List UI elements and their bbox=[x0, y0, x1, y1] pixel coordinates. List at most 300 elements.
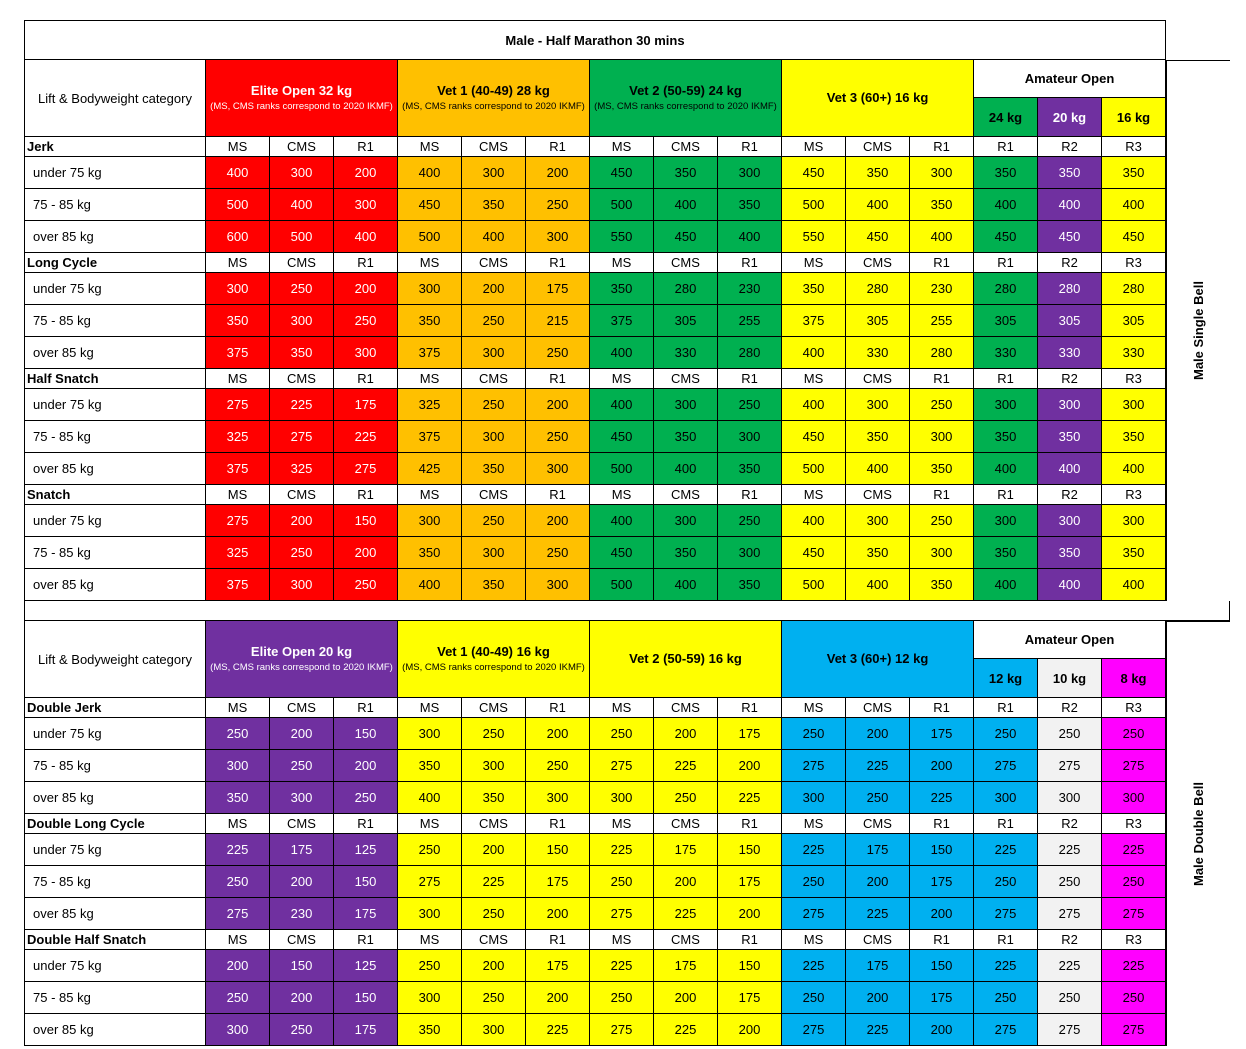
standard-value: 400 bbox=[846, 569, 910, 601]
weight-category-label: under 75 kg bbox=[24, 273, 206, 305]
standard-value: 225 bbox=[846, 1014, 910, 1046]
standard-value: 325 bbox=[398, 389, 462, 421]
group-header bbox=[590, 60, 782, 137]
standard-value: 275 bbox=[206, 505, 270, 537]
standard-value: 500 bbox=[398, 221, 462, 253]
standard-value: 550 bbox=[782, 221, 846, 253]
rank-header: R1 bbox=[974, 137, 1038, 157]
standard-value: 275 bbox=[590, 898, 654, 930]
standard-value: 280 bbox=[718, 337, 782, 369]
rank-header: MS bbox=[590, 137, 654, 157]
standard-value: 300 bbox=[462, 1014, 526, 1046]
standard-value: 230 bbox=[270, 898, 334, 930]
standard-value: 200 bbox=[846, 718, 910, 750]
rank-header: MS bbox=[782, 369, 846, 389]
standard-value: 450 bbox=[974, 221, 1038, 253]
standard-value: 350 bbox=[462, 189, 526, 221]
rank-header: CMS bbox=[270, 137, 334, 157]
rank-header: MS bbox=[590, 485, 654, 505]
standard-value: 300 bbox=[526, 569, 590, 601]
standard-value: 200 bbox=[910, 1014, 974, 1046]
weight-category-label: 75 - 85 kg bbox=[24, 982, 206, 1014]
standard-value: 305 bbox=[654, 305, 718, 337]
standard-value: 300 bbox=[398, 982, 462, 1014]
rank-header: R1 bbox=[718, 137, 782, 157]
rank-header: MS bbox=[206, 253, 270, 273]
rank-header: CMS bbox=[846, 485, 910, 505]
standard-value: 225 bbox=[654, 750, 718, 782]
standard-value: 250 bbox=[462, 898, 526, 930]
standard-value: 300 bbox=[270, 782, 334, 814]
standard-value: 300 bbox=[462, 537, 526, 569]
standard-value: 225 bbox=[718, 782, 782, 814]
standard-value: 275 bbox=[206, 898, 270, 930]
standard-value: 325 bbox=[206, 421, 270, 453]
amateur-weight: 20 kg bbox=[1038, 98, 1102, 137]
group-title: Vet 1 (40-49) 16 kg bbox=[437, 643, 550, 659]
rank-header: R2 bbox=[1038, 137, 1102, 157]
standard-value: 350 bbox=[1102, 421, 1166, 453]
rank-header: MS bbox=[206, 137, 270, 157]
standard-value: 275 bbox=[782, 750, 846, 782]
amateur-weight: 16 kg bbox=[1102, 98, 1166, 137]
standard-value: 175 bbox=[526, 273, 590, 305]
rank-header: R1 bbox=[718, 698, 782, 718]
standard-value: 200 bbox=[718, 898, 782, 930]
weight-category-label: 75 - 85 kg bbox=[24, 421, 206, 453]
standard-value: 300 bbox=[526, 221, 590, 253]
standard-value: 300 bbox=[654, 505, 718, 537]
standard-value: 225 bbox=[462, 866, 526, 898]
group-title: Vet 2 (50-59) 24 kg bbox=[629, 82, 742, 98]
standard-value: 225 bbox=[206, 834, 270, 866]
rank-header: R1 bbox=[334, 369, 398, 389]
standard-value: 330 bbox=[846, 337, 910, 369]
rank-header: R1 bbox=[910, 137, 974, 157]
standard-value: 250 bbox=[462, 982, 526, 1014]
standard-value: 280 bbox=[1102, 273, 1166, 305]
standard-value: 175 bbox=[718, 718, 782, 750]
rank-header: R1 bbox=[526, 253, 590, 273]
rank-header: MS bbox=[782, 137, 846, 157]
rank-header: R3 bbox=[1102, 137, 1166, 157]
rank-header: CMS bbox=[846, 814, 910, 834]
standard-value: 450 bbox=[782, 157, 846, 189]
standard-value: 300 bbox=[718, 421, 782, 453]
standard-value: 175 bbox=[910, 982, 974, 1014]
standard-value: 250 bbox=[398, 834, 462, 866]
lift-section-title: Jerk bbox=[24, 137, 206, 157]
standard-value: 350 bbox=[718, 189, 782, 221]
standard-value: 225 bbox=[846, 898, 910, 930]
lift-section-title: Snatch bbox=[24, 485, 206, 505]
standard-value: 350 bbox=[654, 421, 718, 453]
rank-header: MS bbox=[398, 485, 462, 505]
rank-header: MS bbox=[782, 930, 846, 950]
standard-value: 450 bbox=[782, 537, 846, 569]
rank-header: CMS bbox=[462, 930, 526, 950]
standard-value: 400 bbox=[910, 221, 974, 253]
standard-value: 250 bbox=[590, 982, 654, 1014]
rank-header: R1 bbox=[718, 253, 782, 273]
rank-header: R1 bbox=[334, 698, 398, 718]
standard-value: 225 bbox=[974, 834, 1038, 866]
standard-value: 250 bbox=[462, 718, 526, 750]
standard-value: 350 bbox=[654, 537, 718, 569]
standard-value: 250 bbox=[1102, 718, 1166, 750]
standard-value: 300 bbox=[334, 189, 398, 221]
standard-value: 350 bbox=[846, 421, 910, 453]
lift-section-title: Double Long Cycle bbox=[24, 814, 206, 834]
standard-value: 400 bbox=[590, 389, 654, 421]
rank-header: R2 bbox=[1038, 369, 1102, 389]
standard-value: 175 bbox=[910, 866, 974, 898]
standard-value: 250 bbox=[206, 718, 270, 750]
standard-value: 255 bbox=[910, 305, 974, 337]
standard-value: 200 bbox=[846, 866, 910, 898]
standard-value: 225 bbox=[1102, 950, 1166, 982]
standard-value: 150 bbox=[334, 718, 398, 750]
rank-header: R1 bbox=[334, 137, 398, 157]
rank-header: R3 bbox=[1102, 814, 1166, 834]
rank-header: MS bbox=[782, 485, 846, 505]
standard-value: 175 bbox=[718, 982, 782, 1014]
standard-value: 400 bbox=[718, 221, 782, 253]
standard-value: 500 bbox=[590, 453, 654, 485]
rank-header: R1 bbox=[974, 369, 1038, 389]
rank-header: R1 bbox=[910, 253, 974, 273]
standard-value: 275 bbox=[206, 389, 270, 421]
standard-value: 250 bbox=[1038, 982, 1102, 1014]
standard-value: 375 bbox=[590, 305, 654, 337]
side-label: Male Double Bell bbox=[1166, 621, 1230, 1046]
standard-value: 250 bbox=[1038, 866, 1102, 898]
rank-header: CMS bbox=[654, 369, 718, 389]
rank-header: MS bbox=[782, 814, 846, 834]
rank-header: MS bbox=[398, 137, 462, 157]
standard-value: 275 bbox=[270, 421, 334, 453]
amateur-weight: 24 kg bbox=[974, 98, 1038, 137]
standard-value: 280 bbox=[1038, 273, 1102, 305]
rank-header: CMS bbox=[654, 485, 718, 505]
standard-value: 500 bbox=[590, 189, 654, 221]
weight-category-label: over 85 kg bbox=[24, 898, 206, 930]
standard-value: 250 bbox=[718, 505, 782, 537]
standard-value: 350 bbox=[654, 157, 718, 189]
group-title: Elite Open 32 kg bbox=[250, 82, 353, 98]
standard-value: 300 bbox=[206, 750, 270, 782]
standard-value: 200 bbox=[334, 157, 398, 189]
standard-value: 350 bbox=[398, 305, 462, 337]
rank-header: MS bbox=[398, 698, 462, 718]
rank-header: CMS bbox=[270, 485, 334, 505]
group-subtitle: (MS, CMS ranks correspond to 2020 IKMF) bbox=[402, 661, 585, 673]
weight-category-label: over 85 kg bbox=[24, 569, 206, 601]
standard-value: 300 bbox=[398, 718, 462, 750]
standard-value: 500 bbox=[782, 189, 846, 221]
rank-header: MS bbox=[590, 369, 654, 389]
standard-value: 200 bbox=[526, 157, 590, 189]
standard-value: 250 bbox=[334, 305, 398, 337]
standard-value: 500 bbox=[782, 569, 846, 601]
standard-value: 400 bbox=[654, 569, 718, 601]
standard-value: 300 bbox=[974, 782, 1038, 814]
group-header bbox=[398, 621, 590, 698]
standard-value: 330 bbox=[654, 337, 718, 369]
standard-value: 305 bbox=[1038, 305, 1102, 337]
standard-value: 255 bbox=[718, 305, 782, 337]
rank-header: MS bbox=[590, 814, 654, 834]
standard-value: 175 bbox=[334, 1014, 398, 1046]
standard-value: 275 bbox=[974, 898, 1038, 930]
standard-value: 250 bbox=[974, 982, 1038, 1014]
standard-value: 400 bbox=[398, 782, 462, 814]
standard-value: 350 bbox=[270, 337, 334, 369]
standard-value: 280 bbox=[846, 273, 910, 305]
standard-value: 400 bbox=[1102, 453, 1166, 485]
weight-category-label: over 85 kg bbox=[24, 453, 206, 485]
rank-header: MS bbox=[398, 930, 462, 950]
standard-value: 250 bbox=[782, 718, 846, 750]
standard-value: 325 bbox=[270, 453, 334, 485]
standard-value: 225 bbox=[590, 834, 654, 866]
standard-value: 300 bbox=[206, 1014, 270, 1046]
rank-header: R3 bbox=[1102, 698, 1166, 718]
standard-value: 350 bbox=[590, 273, 654, 305]
standard-value: 200 bbox=[334, 750, 398, 782]
rank-header: MS bbox=[590, 698, 654, 718]
standard-value: 300 bbox=[398, 505, 462, 537]
standard-value: 200 bbox=[654, 866, 718, 898]
standard-value: 250 bbox=[846, 782, 910, 814]
standard-value: 200 bbox=[718, 1014, 782, 1046]
rank-header: R1 bbox=[526, 930, 590, 950]
standard-value: 350 bbox=[398, 1014, 462, 1046]
standard-value: 275 bbox=[398, 866, 462, 898]
rank-header: R1 bbox=[334, 814, 398, 834]
standard-value: 350 bbox=[462, 782, 526, 814]
standard-value: 250 bbox=[526, 537, 590, 569]
standard-value: 375 bbox=[206, 337, 270, 369]
rank-header: R3 bbox=[1102, 253, 1166, 273]
standard-value: 300 bbox=[270, 157, 334, 189]
standard-value: 400 bbox=[590, 505, 654, 537]
rank-header: MS bbox=[206, 930, 270, 950]
standard-value: 200 bbox=[654, 718, 718, 750]
standard-value: 300 bbox=[526, 453, 590, 485]
standard-value: 350 bbox=[1038, 157, 1102, 189]
weight-category-label: over 85 kg bbox=[24, 221, 206, 253]
standard-value: 275 bbox=[782, 898, 846, 930]
rank-header: CMS bbox=[846, 253, 910, 273]
standard-value: 300 bbox=[462, 750, 526, 782]
page-title: Male - Half Marathon 30 mins bbox=[24, 20, 1166, 60]
standard-value: 350 bbox=[974, 157, 1038, 189]
standard-value: 250 bbox=[974, 866, 1038, 898]
standard-value: 250 bbox=[1102, 866, 1166, 898]
standard-value: 450 bbox=[1038, 221, 1102, 253]
standard-value: 250 bbox=[1102, 982, 1166, 1014]
rank-header: MS bbox=[206, 369, 270, 389]
group-header bbox=[782, 621, 974, 698]
standard-value: 225 bbox=[974, 950, 1038, 982]
standard-value: 300 bbox=[910, 157, 974, 189]
group-subtitle: (MS, CMS ranks correspond to 2020 IKMF) bbox=[210, 661, 393, 673]
standard-value: 200 bbox=[270, 505, 334, 537]
standard-value: 250 bbox=[910, 505, 974, 537]
group-title: Vet 1 (40-49) 28 kg bbox=[437, 82, 550, 98]
group-title: Vet 3 (60+) 16 kg bbox=[826, 89, 929, 105]
standard-value: 275 bbox=[1102, 750, 1166, 782]
standard-value: 250 bbox=[462, 389, 526, 421]
rank-header: CMS bbox=[270, 698, 334, 718]
standard-value: 300 bbox=[462, 157, 526, 189]
lift-section-title: Long Cycle bbox=[24, 253, 206, 273]
standard-value: 330 bbox=[974, 337, 1038, 369]
rank-header: MS bbox=[590, 253, 654, 273]
group-header bbox=[782, 60, 974, 137]
header-label: Lift & Bodyweight category bbox=[24, 60, 206, 137]
standard-value: 230 bbox=[910, 273, 974, 305]
standard-value: 225 bbox=[270, 389, 334, 421]
rank-header: R2 bbox=[1038, 485, 1102, 505]
standard-value: 225 bbox=[1038, 950, 1102, 982]
standard-value: 250 bbox=[718, 389, 782, 421]
standard-value: 350 bbox=[1102, 157, 1166, 189]
header-label: Lift & Bodyweight category bbox=[24, 621, 206, 698]
standard-value: 350 bbox=[910, 189, 974, 221]
standard-value: 175 bbox=[654, 834, 718, 866]
standard-value: 200 bbox=[526, 718, 590, 750]
rank-header: R1 bbox=[974, 698, 1038, 718]
standard-value: 400 bbox=[462, 221, 526, 253]
standard-value: 300 bbox=[1038, 782, 1102, 814]
standard-value: 400 bbox=[1102, 189, 1166, 221]
group-subtitle: (MS, CMS ranks correspond to 2020 IKMF) bbox=[594, 100, 777, 112]
standard-value: 175 bbox=[846, 834, 910, 866]
rank-header: R1 bbox=[910, 698, 974, 718]
standard-value: 350 bbox=[718, 569, 782, 601]
standard-value: 400 bbox=[974, 569, 1038, 601]
rank-header: R1 bbox=[718, 814, 782, 834]
standard-value: 400 bbox=[782, 505, 846, 537]
weight-category-label: under 75 kg bbox=[24, 718, 206, 750]
standard-value: 300 bbox=[910, 421, 974, 453]
standard-value: 150 bbox=[910, 834, 974, 866]
standard-value: 450 bbox=[590, 421, 654, 453]
standard-value: 275 bbox=[1038, 898, 1102, 930]
standard-value: 250 bbox=[206, 866, 270, 898]
standard-value: 200 bbox=[718, 750, 782, 782]
standard-value: 250 bbox=[782, 866, 846, 898]
rank-header: R2 bbox=[1038, 814, 1102, 834]
standard-value: 400 bbox=[974, 453, 1038, 485]
rank-header: MS bbox=[398, 253, 462, 273]
standard-value: 400 bbox=[846, 453, 910, 485]
standard-value: 225 bbox=[1038, 834, 1102, 866]
standard-value: 350 bbox=[1038, 537, 1102, 569]
standard-value: 275 bbox=[1102, 1014, 1166, 1046]
standard-value: 300 bbox=[910, 537, 974, 569]
weight-category-label: 75 - 85 kg bbox=[24, 750, 206, 782]
standard-value: 300 bbox=[1038, 505, 1102, 537]
standard-value: 250 bbox=[334, 569, 398, 601]
standard-value: 200 bbox=[270, 982, 334, 1014]
standard-value: 250 bbox=[526, 337, 590, 369]
rank-header: CMS bbox=[654, 253, 718, 273]
standard-value: 250 bbox=[526, 189, 590, 221]
rank-header: MS bbox=[206, 698, 270, 718]
standard-value: 175 bbox=[526, 866, 590, 898]
standard-value: 500 bbox=[270, 221, 334, 253]
standard-value: 250 bbox=[206, 982, 270, 1014]
standard-value: 400 bbox=[334, 221, 398, 253]
amateur-weight: 12 kg bbox=[974, 659, 1038, 698]
standard-value: 325 bbox=[206, 537, 270, 569]
standard-value: 400 bbox=[782, 337, 846, 369]
standard-value: 350 bbox=[910, 453, 974, 485]
rank-header: CMS bbox=[270, 814, 334, 834]
standard-value: 280 bbox=[654, 273, 718, 305]
rank-header: R1 bbox=[526, 485, 590, 505]
standard-value: 250 bbox=[270, 273, 334, 305]
standard-value: 400 bbox=[206, 157, 270, 189]
rank-header: CMS bbox=[270, 930, 334, 950]
standard-value: 225 bbox=[782, 950, 846, 982]
standard-value: 250 bbox=[462, 505, 526, 537]
standard-value: 150 bbox=[334, 505, 398, 537]
standard-value: 350 bbox=[206, 782, 270, 814]
rank-header: R3 bbox=[1102, 485, 1166, 505]
lift-section-title: Half Snatch bbox=[24, 369, 206, 389]
rank-header: CMS bbox=[462, 814, 526, 834]
standard-value: 300 bbox=[1102, 389, 1166, 421]
standard-value: 250 bbox=[270, 537, 334, 569]
standard-value: 200 bbox=[462, 273, 526, 305]
standard-value: 250 bbox=[334, 782, 398, 814]
standard-value: 200 bbox=[526, 982, 590, 1014]
standard-value: 350 bbox=[974, 421, 1038, 453]
rank-header: CMS bbox=[462, 485, 526, 505]
standard-value: 450 bbox=[654, 221, 718, 253]
standard-value: 400 bbox=[1038, 569, 1102, 601]
standard-value: 300 bbox=[718, 157, 782, 189]
standard-value: 225 bbox=[782, 834, 846, 866]
standard-value: 200 bbox=[846, 982, 910, 1014]
standard-value: 450 bbox=[398, 189, 462, 221]
standard-value: 150 bbox=[334, 982, 398, 1014]
weight-category-label: under 75 kg bbox=[24, 950, 206, 982]
standard-value: 375 bbox=[206, 569, 270, 601]
weight-category-label: 75 - 85 kg bbox=[24, 189, 206, 221]
standard-value: 300 bbox=[462, 337, 526, 369]
group-title: Elite Open 20 kg bbox=[250, 643, 353, 659]
rank-header: R2 bbox=[1038, 930, 1102, 950]
standard-value: 500 bbox=[782, 453, 846, 485]
standard-value: 305 bbox=[974, 305, 1038, 337]
standard-value: 300 bbox=[846, 389, 910, 421]
standard-value: 275 bbox=[974, 1014, 1038, 1046]
standard-value: 200 bbox=[910, 898, 974, 930]
standard-value: 300 bbox=[974, 389, 1038, 421]
standard-value: 300 bbox=[1102, 505, 1166, 537]
standard-value: 350 bbox=[462, 569, 526, 601]
standard-value: 400 bbox=[1038, 189, 1102, 221]
standard-value: 450 bbox=[590, 157, 654, 189]
weight-category-label: 75 - 85 kg bbox=[24, 537, 206, 569]
standard-value: 225 bbox=[654, 1014, 718, 1046]
standard-value: 275 bbox=[334, 453, 398, 485]
